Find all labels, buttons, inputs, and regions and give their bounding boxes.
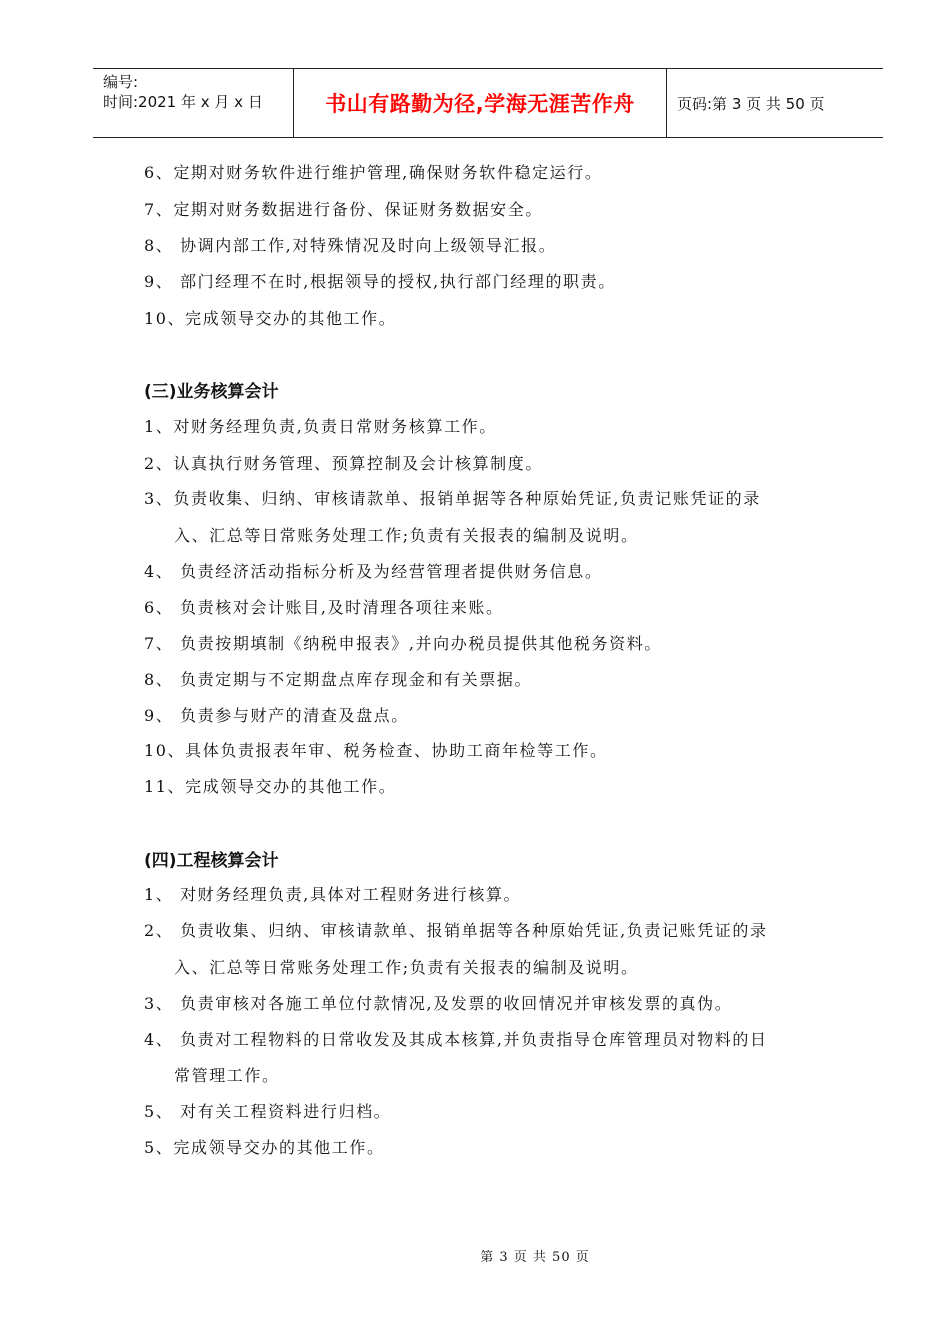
header-meta-cell [93, 69, 294, 137]
list-item: 8、 协调内部工作,对特殊情况及时向上级领导汇报。 [144, 236, 557, 255]
list-item: 5、完成领导交办的其他工作。 [144, 1138, 385, 1157]
list-item: 2、 负责收集、归纳、审核请款单、报销单据等各种原始凭证,负责记账凭证的录 [144, 921, 768, 940]
list-item: 1、对财务经理负责,负责日常财务核算工作。 [144, 417, 497, 436]
list-item: 10、完成领导交办的其他工作。 [144, 309, 397, 328]
header-motto-cell [294, 69, 667, 137]
header-page-cell [667, 69, 883, 137]
list-item: 5、 对有关工程资料进行归档。 [144, 1102, 392, 1121]
page-info: 页码:第 3 页 共 50 页 [677, 94, 825, 113]
list-item: 10、具体负责报表年审、税务检查、协助工商年检等工作。 [144, 741, 608, 760]
list-item: 1、 对财务经理负责,具体对工程财务进行核算。 [144, 885, 522, 904]
page-footer: 第 3 页 共 50 页 [480, 1250, 590, 1265]
section-heading: (三)业务核算会计 [144, 382, 279, 402]
list-item: 4、 负责经济活动指标分析及为经营管理者提供财务信息。 [144, 562, 603, 581]
list-item-continuation: 入、汇总等日常账务处理工作;负责有关报表的编制及说明。 [174, 526, 639, 545]
list-item: 7、 负责按期填制《纳税申报表》,并向办税员提供其他税务资料。 [144, 634, 662, 653]
list-item: 2、认真执行财务管理、预算控制及会计核算制度。 [144, 454, 543, 473]
list-item: 8、 负责定期与不定期盘点库存现金和有关票据。 [144, 670, 533, 689]
document-header [93, 68, 883, 138]
number-label: 编号: [103, 73, 139, 91]
list-item: 6、定期对财务软件进行维护管理,确保财务软件稳定运行。 [144, 163, 603, 182]
list-item: 7、定期对财务数据进行备份、保证财务数据安全。 [144, 200, 543, 219]
list-item: 4、 负责对工程物料的日常收发及其成本核算,并负责指导仓库管理员对物料的日 [144, 1030, 768, 1049]
list-item-continuation: 入、汇总等日常账务处理工作;负责有关报表的编制及说明。 [174, 958, 639, 977]
motto: 书山有路勤为径,学海无涯苦作舟 [325, 92, 635, 116]
time-label: 时间:2021 年 x 月 x 日 [103, 93, 263, 111]
list-item: 6、 负责核对会计账目,及时清理各项往来账。 [144, 598, 504, 617]
list-item: 9、 负责参与财产的清查及盘点。 [144, 706, 409, 725]
section-heading: (四)工程核算会计 [144, 851, 279, 871]
list-item: 9、 部门经理不在时,根据领导的授权,执行部门经理的职责。 [144, 272, 616, 291]
list-item: 3、 负责审核对各施工单位付款情况,及发票的收回情况并审核发票的真伪。 [144, 994, 733, 1013]
list-item: 3、负责收集、归纳、审核请款单、报销单据等各种原始凭证,负责记账凭证的录 [144, 489, 761, 508]
list-item-continuation: 常管理工作。 [174, 1066, 280, 1085]
list-item: 11、完成领导交办的其他工作。 [144, 777, 397, 796]
